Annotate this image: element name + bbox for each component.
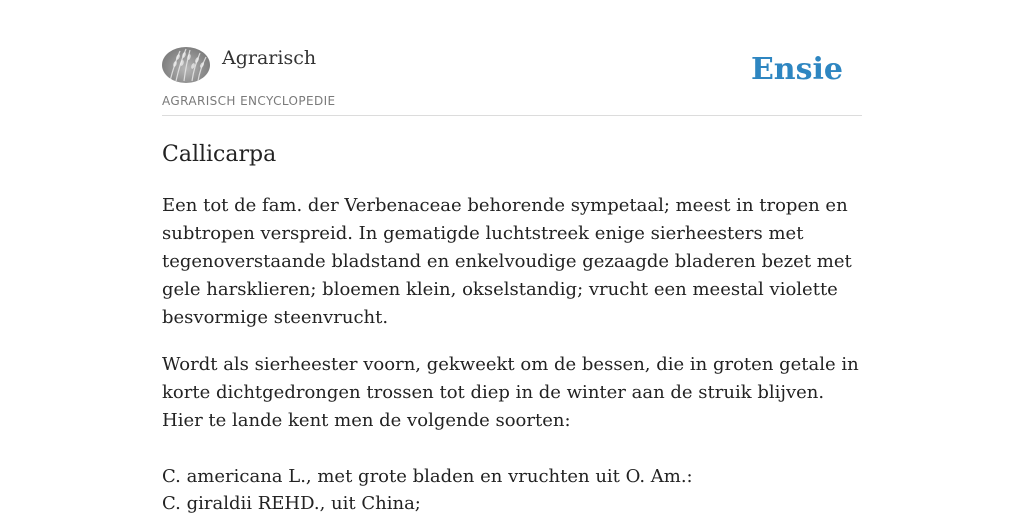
page [162,0,862,512]
article-body [162,192,862,517]
species-list [162,463,862,517]
site-name[interactable]: Agrarisch [222,47,317,69]
species-item: C. americana L., met grote bladen en vruchten uit O. Am.: [162,466,693,487]
brand-logo[interactable]: Ensie [750,52,843,87]
article-paragraph: Een tot de fam. der Verbenaceae behorende sympetaal; meest in tropen en subtropen verspreid. In gematigde luchtstreek enige sierheesters met tegenoverstaande bladstand en enkelvoudige gezaagde bladeren bezet met gele harsklieren; bloemen klein, okselstandig; vrucht een meestal violette besvormige steenvrucht. [162,195,852,328]
article-title: Callicarpa [162,142,277,167]
wheat-grain-logo-icon[interactable] [162,47,210,83]
site-subtitle: AGRARISCH ENCYCLOPEDIE [162,94,336,108]
article-paragraph: Wordt als sierheester voorn, gekweekt om de bessen, die in groten getale in korte dichtgedrongen trossen tot diep in de winter aan de struik blijven. Hier te lande kent men de volgende soorten: [162,354,859,431]
header-divider [162,115,862,116]
species-item: C. giraldii REHD., uit China; [162,493,421,514]
